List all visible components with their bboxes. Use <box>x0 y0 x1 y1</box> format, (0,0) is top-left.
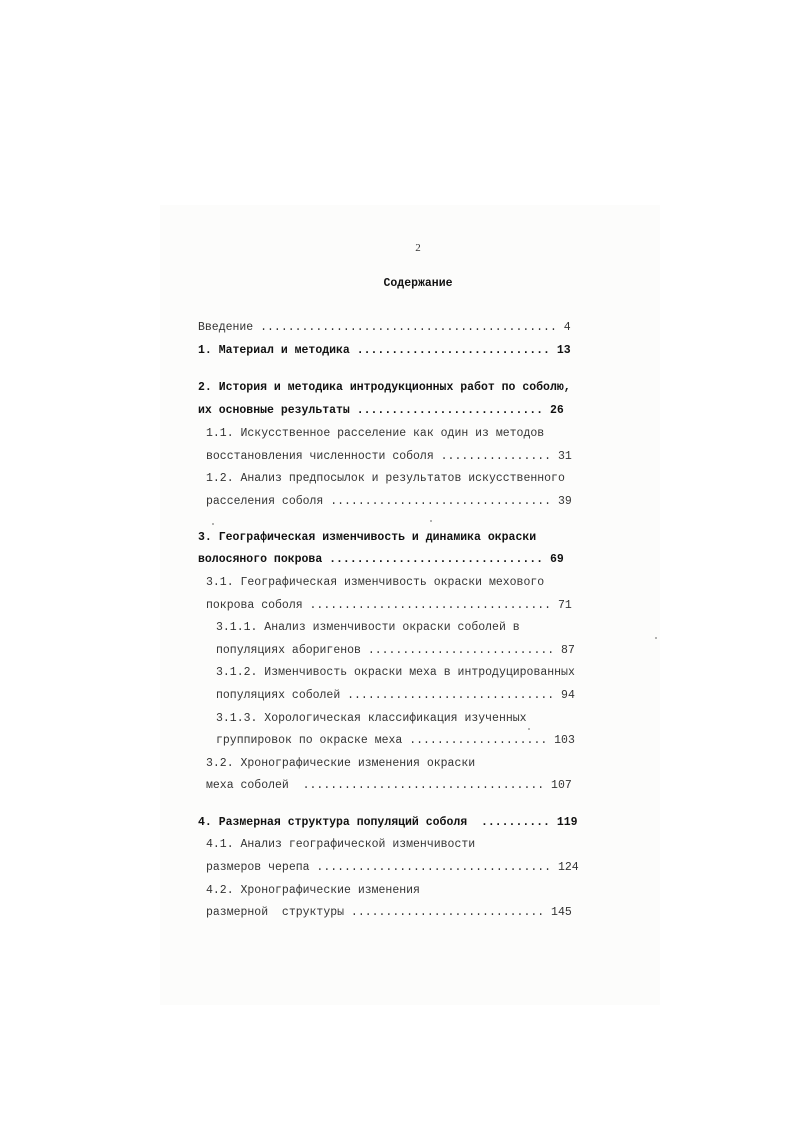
toc-entry-3-1-2-line2: популяциях соболей .............................. 94 <box>216 689 575 702</box>
toc-entry-4-1-line2: размеров черепа .................................. 124 <box>206 861 579 874</box>
toc-entry-chapter-2-line1: 2. История и методика интродукционных работ по соболю, <box>198 381 571 394</box>
toc-entry-4-2-line1: 4.2. Хронографические изменения <box>206 884 420 897</box>
toc-entry-3-2-line2: меха соболей ................................... 107 <box>206 779 572 792</box>
toc-entry-1-2-line2: расселения соболя ................................ 39 <box>206 495 572 508</box>
toc-entry-introduction: Введение ........................................... 4 <box>198 321 571 334</box>
toc-entry-chapter-2-line2: их основные результаты ........................... 26 <box>198 404 564 417</box>
scan-speck <box>430 520 432 522</box>
toc-entry-3-1-1-line1: 3.1.1. Анализ изменчивости окраски соболей в <box>216 621 520 634</box>
toc-entry-chapter-3-line1: 3. Географическая изменчивость и динамика окраски <box>198 531 537 544</box>
toc-entry-chapter-3-line2: волосяного покрова ............................... 69 <box>198 553 564 566</box>
toc-heading: Содержание <box>383 277 453 290</box>
toc-entry-1-2-line1: 1.2. Анализ предпосылок и результатов искусственного <box>206 472 565 485</box>
scan-speck <box>212 523 214 525</box>
scan-speck <box>655 637 657 639</box>
toc-entry-3-1-line1: 3.1. Географическая изменчивость окраски мехового <box>206 576 545 589</box>
toc-entry-3-1-line2: покрова соболя ................................... 71 <box>206 599 572 612</box>
toc-entry-chapter-1: 1. Материал и методика ............................ 13 <box>198 344 571 357</box>
toc-entry-1-1-line2: восстановления численности соболя ................ 31 <box>206 450 572 463</box>
scan-speck <box>528 728 530 730</box>
toc-entry-3-1-3-line1: 3.1.3. Хорологическая классификация изученных <box>216 712 527 725</box>
toc-entry-3-1-2-line1: 3.1.2. Изменчивость окраски меха в интродуцированных <box>216 666 575 679</box>
toc-entry-chapter-4: 4. Размерная структура популяций соболя .......... 119 <box>198 816 578 829</box>
toc-entry-3-1-3-line2: группировок по окраске меха .................... 103 <box>216 734 575 747</box>
toc-entry-4-2-line2: размерной структуры ............................ 145 <box>206 906 572 919</box>
page-number: 2 <box>415 242 421 254</box>
toc-entry-3-2-line1: 3.2. Хронографические изменения окраски <box>206 757 476 770</box>
toc-entry-3-1-1-line2: популяциях аборигенов ........................... 87 <box>216 644 575 657</box>
toc-entry-1-1-line1: 1.1. Искусственное расселение как один из методов <box>206 427 545 440</box>
toc-entry-4-1-line1: 4.1. Анализ географической изменчивости <box>206 838 476 851</box>
